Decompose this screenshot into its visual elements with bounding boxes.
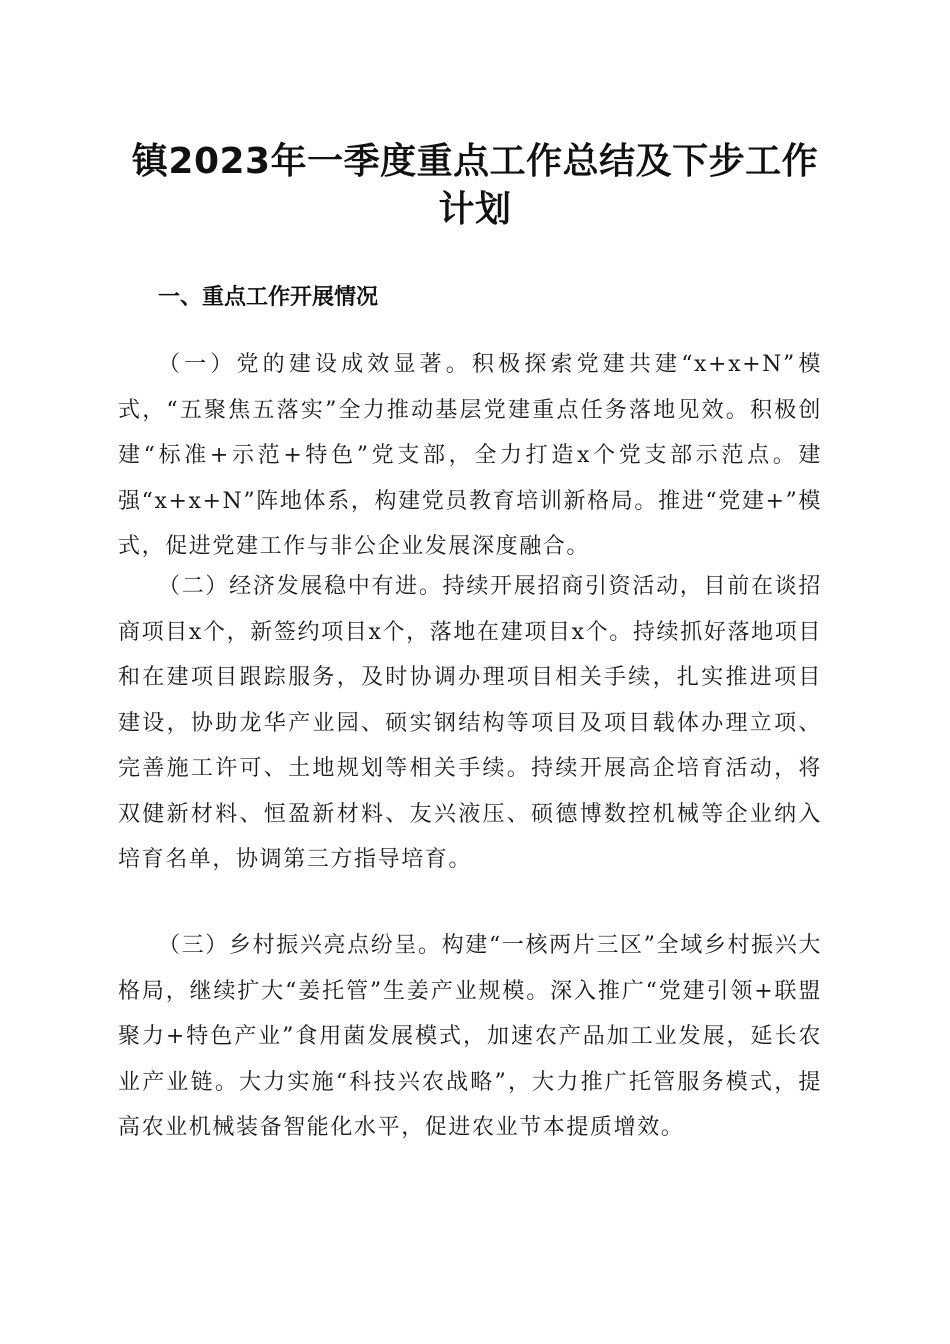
paragraph-party-building: （一）党的建设成效显著。积极探索党建共建“x+x+N”模式，“五聚焦五落实”全力推动基层党建重点任务落地见效。积极创建“标准+示范+特色”党支部，全力打造x个党支部示范点。建强“x+x+N”阵地体系，构建党员教育培训新格局。推进“党建+”模式，促进党建工作与非公企业发展深度融合。: [118, 352, 822, 559]
section-heading: 一、重点工作开展情况: [158, 285, 379, 310]
paragraph-rural-revitalization: （三）乡村振兴亮点纷呈。构建“一核两片三区”全域乡村振兴大格局，继续扩大“姜托管”生姜产业规模。深入推广“党建引领+联盟聚力+特色产业”食用菌发展模式，加速农产品加工业发展，延长农业产业链。大力实施“科技兴农战略”，大力推广托管服务模式，提高农业机械装备智能化水平，促进农业节本提质增效。: [118, 933, 822, 1140]
document-title: 镇2023年一季度重点工作总结及下步工作计划: [131, 141, 819, 230]
paragraph-economic-development: （二）经济发展稳中有进。持续开展招商引资活动，目前在谈招商项目x个，新签约项目x个，落地在建项目x个。持续抓好落地项目和在建项目跟踪服务，及时协调办理项目相关手续，扎实推进项目建设，协助龙华产业园、硕实钢结构等项目及项目载体办理立项、完善施工许可、土地规划等相关手续。持续开展高企培育活动，将双健新材料、恒盈新材料、友兴液压、硕德博数控机械等企业纳入培育名单，协调第三方指导培育。: [118, 574, 822, 872]
